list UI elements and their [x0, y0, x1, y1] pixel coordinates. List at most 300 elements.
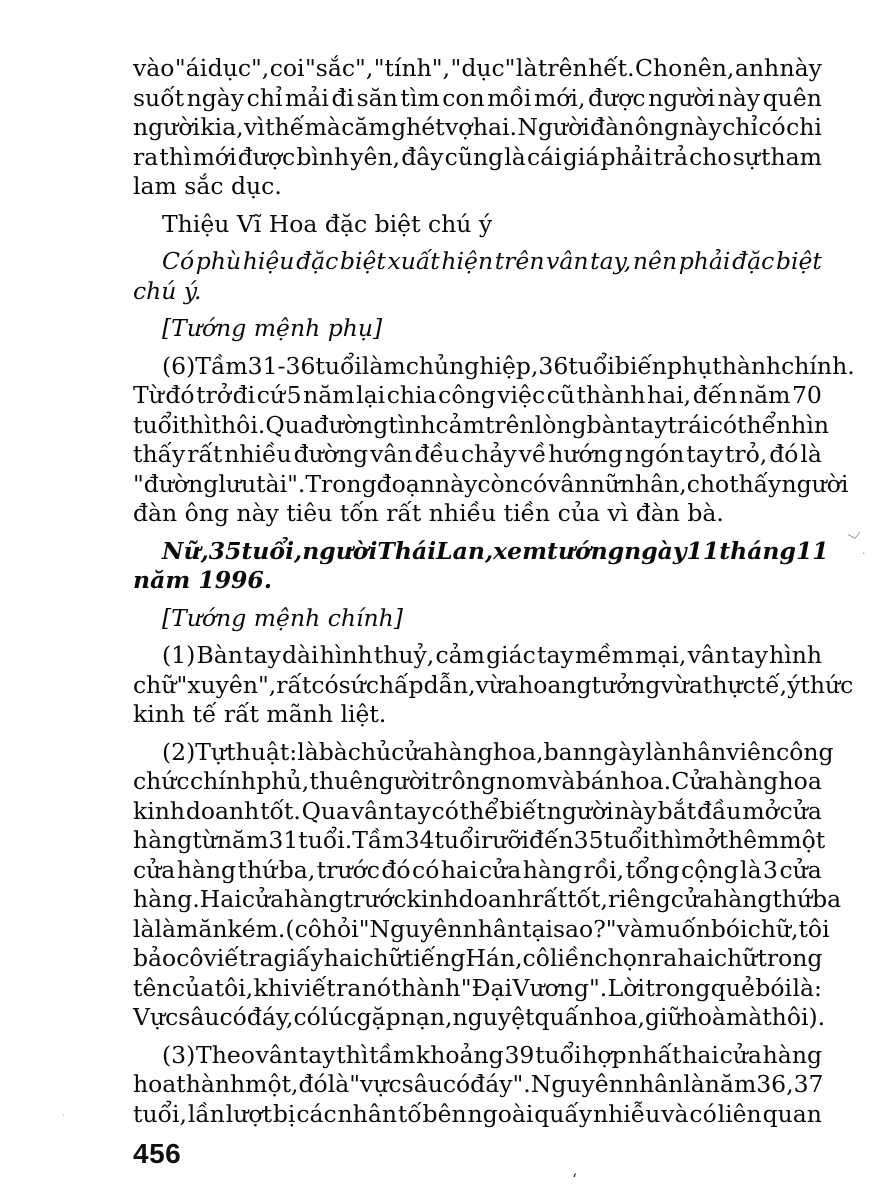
word: là: [327, 1070, 350, 1098]
word: tay: [537, 641, 574, 669]
word: nhất: [627, 1040, 682, 1069]
word: Tầm: [352, 826, 405, 854]
word: viên: [726, 737, 777, 766]
word: nó: [361, 973, 392, 1002]
word: chức: [133, 767, 190, 795]
word: là: [683, 1070, 705, 1098]
word: bên: [422, 1099, 467, 1128]
stray-mark: ﹀: [847, 531, 864, 550]
word: cảm: [435, 410, 485, 439]
word: bán: [575, 767, 620, 795]
text-block: [133, 54, 855, 1129]
word: ăn: [198, 914, 228, 943]
word: coi: [269, 54, 305, 82]
word: Qua: [265, 410, 314, 439]
word: thể: [737, 410, 777, 439]
word: thì: [336, 1040, 369, 1069]
word: hàng: [762, 1040, 822, 1069]
word: quên: [762, 83, 822, 112]
word: là: [800, 440, 822, 468]
word: tay: [394, 796, 431, 825]
word: hàng: [522, 855, 583, 884]
word: ra: [133, 142, 159, 171]
text-line: [133, 641, 822, 671]
word: đây: [401, 142, 444, 171]
word: tuổi: [603, 826, 651, 854]
word: vân: [687, 641, 730, 669]
word: thể: [459, 796, 499, 825]
word: đó: [165, 381, 195, 409]
word: tay: [298, 1040, 336, 1069]
word: ngón: [624, 440, 685, 468]
word: thì: [650, 826, 683, 854]
paragraph: [133, 210, 822, 240]
word: hoà: [682, 1003, 726, 1031]
word: có: [293, 1003, 321, 1031]
word: là:: [792, 973, 822, 1002]
text-line: [133, 54, 822, 84]
word: mại,: [635, 641, 687, 669]
word: thôi).: [762, 1003, 826, 1031]
word: quẻ: [710, 973, 755, 1002]
word: Nguyên: [530, 1070, 624, 1098]
word: cho: [689, 142, 732, 171]
text-line: đàn ông này tiêu tốn rất nhiều tiền của vì đàn bà.: [133, 499, 724, 527]
word: quấy: [534, 1099, 593, 1128]
word: Tự: [195, 737, 227, 766]
word: sức: [338, 670, 379, 699]
word: tìm: [400, 83, 440, 112]
text-line: kinh tế rất mãnh liệt.: [133, 700, 387, 728]
word: tuổi,: [133, 1099, 187, 1128]
word: kia,: [200, 113, 244, 141]
text-line: [133, 974, 822, 1004]
word: này: [779, 54, 822, 82]
word: hàng: [133, 826, 193, 854]
word: vân: [547, 469, 590, 498]
word: đầu: [696, 796, 742, 825]
word: (cô: [285, 914, 322, 943]
word: yên,: [350, 142, 401, 171]
word: vì: [243, 113, 265, 141]
word: "Đại: [460, 973, 513, 1002]
word: kinh: [406, 885, 459, 913]
word: mà: [725, 1003, 763, 1031]
word: thuỷ,: [373, 641, 435, 669]
word: cửa: [670, 885, 714, 913]
word: năm: [216, 826, 269, 854]
word: viết: [203, 944, 249, 972]
word: cô: [176, 944, 204, 972]
word: chảy: [461, 440, 517, 468]
word: cửa: [391, 737, 434, 766]
word: biệt: [339, 247, 386, 275]
word: "dục": [450, 54, 516, 82]
word: hiệu: [242, 247, 295, 275]
word: đến: [529, 826, 574, 854]
text-line: [133, 469, 849, 500]
word: tay: [686, 440, 723, 468]
word: ra: [652, 944, 678, 972]
word: 36: [538, 351, 569, 380]
word: chọn: [594, 944, 653, 972]
text-line: [133, 944, 822, 974]
text-line: [133, 440, 822, 470]
word: làm: [154, 914, 199, 943]
text-line: [133, 143, 822, 173]
word: mới,: [534, 83, 586, 112]
word: cho: [686, 469, 730, 498]
word: đó: [381, 855, 411, 884]
word: anh: [734, 54, 780, 82]
word: 35: [208, 536, 242, 565]
word: tay: [630, 410, 668, 439]
word: lần: [187, 1099, 225, 1128]
word: có: [311, 670, 339, 699]
word: Cửa: [671, 767, 719, 795]
word: nguyệt: [452, 1003, 535, 1031]
word: giữ: [644, 1003, 683, 1031]
word: "tính",: [373, 54, 451, 82]
word: Thái: [377, 536, 437, 565]
word: hàng.: [133, 885, 200, 913]
word: có: [412, 855, 440, 884]
word: 31: [268, 826, 299, 854]
word: Vực: [133, 1003, 179, 1031]
word: tại: [522, 914, 553, 943]
word: người: [363, 767, 431, 795]
word: thứ: [237, 855, 278, 884]
word: được: [237, 142, 296, 171]
paragraph: [133, 351, 855, 529]
word: 11: [686, 536, 720, 565]
word: 39: [504, 1040, 535, 1069]
word: là: [297, 737, 319, 766]
word: (1): [162, 641, 196, 669]
word: nên,: [682, 54, 735, 82]
word: sự: [732, 142, 760, 171]
text-line: [133, 410, 829, 441]
word: bàn: [586, 410, 631, 439]
word: rất: [532, 885, 568, 913]
word: chi: [786, 113, 822, 141]
text-line: [133, 885, 842, 915]
word: xem: [493, 536, 547, 565]
text-line: [133, 113, 822, 143]
word: ý: [787, 670, 801, 699]
word: cửa: [779, 796, 822, 825]
word: ngày: [624, 536, 687, 565]
word: tình: [388, 410, 436, 439]
text-line: [133, 767, 822, 797]
word: năm: [738, 381, 791, 409]
word: căm: [341, 113, 391, 141]
word: hai: [440, 855, 478, 884]
word: nhìn: [776, 410, 829, 439]
paragraph: [133, 737, 842, 1033]
word: một,: [245, 1070, 299, 1098]
word: liên: [717, 1099, 762, 1128]
word: cửa: [478, 855, 522, 884]
word: kinh: [133, 796, 186, 825]
word: thì: [179, 410, 212, 439]
word: hàng: [433, 737, 493, 766]
word: hình: [319, 641, 373, 669]
word: thành: [576, 381, 646, 409]
word: và: [616, 914, 644, 943]
word: Từ: [133, 381, 164, 409]
word: hàng: [176, 855, 237, 884]
word: từ: [192, 826, 217, 854]
word: mở: [682, 826, 719, 854]
word: công: [438, 381, 496, 409]
word: tướng: [547, 536, 625, 565]
word: về: [518, 440, 547, 468]
word: lòng: [534, 410, 587, 439]
word: doanh: [458, 885, 533, 913]
word: 3: [763, 855, 778, 884]
word: thức: [800, 670, 854, 699]
word: hợp: [582, 1040, 627, 1069]
word: Vương".: [512, 973, 608, 1002]
word: và: [661, 1099, 689, 1128]
word: Qua: [301, 796, 351, 825]
word: hoa: [133, 1070, 177, 1098]
word: cũ: [546, 381, 575, 409]
word: đi: [331, 83, 354, 112]
word: Lời: [607, 973, 645, 1002]
word: bà: [318, 737, 348, 766]
word: đó: [769, 440, 799, 468]
word: ra: [248, 944, 274, 972]
word: chữ: [360, 944, 404, 972]
word: Theo: [196, 1040, 255, 1069]
word: cảm: [435, 641, 485, 669]
word: tuổi,: [241, 536, 303, 565]
word: hai: [323, 944, 361, 972]
word: riêng: [607, 885, 671, 913]
word: cô: [522, 944, 550, 972]
word: khoảng: [415, 1040, 504, 1069]
text-line: [133, 1100, 822, 1130]
word: nhân: [337, 1099, 397, 1128]
word: "ái: [174, 54, 208, 82]
word: 34: [404, 826, 435, 854]
word: thực: [702, 670, 756, 699]
word: Lan,: [436, 536, 494, 565]
word: phù: [195, 247, 242, 275]
word: vân: [370, 440, 413, 468]
word: trái: [667, 410, 710, 439]
word: đường: [293, 440, 369, 468]
word: là: [645, 737, 667, 766]
word: chủ: [405, 351, 450, 380]
word: giá: [562, 142, 600, 171]
word: hoa,: [594, 1003, 645, 1031]
word: tốt,: [567, 885, 608, 913]
word: bói: [710, 914, 748, 943]
word: phủ,: [256, 767, 310, 795]
word: ban: [543, 737, 588, 766]
word: "Nguyên: [358, 914, 463, 943]
word: người: [546, 796, 614, 825]
word: doanh: [185, 796, 260, 825]
word: tay,: [590, 247, 632, 275]
word: thì: [159, 142, 192, 171]
word: mở: [742, 796, 779, 825]
text-line: [Tướng mệnh phụ]: [162, 314, 383, 342]
text-line: chú ý.: [133, 276, 202, 305]
word: chính.: [781, 351, 855, 380]
text-line: [133, 351, 855, 382]
word: Cho: [635, 54, 683, 82]
word: mềm: [574, 641, 634, 669]
word: nhiều: [224, 440, 292, 468]
word: là: [515, 54, 538, 82]
word: tham: [761, 142, 822, 171]
word: này: [679, 113, 722, 141]
word: năm: [303, 381, 355, 409]
word: Hai: [199, 885, 242, 913]
word: cộng: [681, 855, 739, 884]
word: cửa: [241, 885, 285, 913]
word: đặc: [296, 247, 339, 275]
word: nhân,: [619, 469, 687, 498]
word: thành: [391, 973, 461, 1002]
word: cửa: [719, 1040, 762, 1069]
word: trước: [316, 855, 380, 884]
word: thành: [712, 351, 782, 380]
word: rất: [187, 440, 223, 468]
word: hết.: [588, 54, 635, 82]
word: dục",: [207, 54, 270, 82]
text-line: năm 1996.: [133, 566, 272, 594]
word: chính: [189, 767, 257, 795]
text-line: [133, 737, 834, 768]
word: chỉ: [722, 113, 758, 141]
word: (2): [162, 737, 196, 766]
word: tốt.: [260, 796, 301, 825]
word: chủ: [347, 737, 392, 766]
word: xuất: [387, 247, 440, 275]
text-line: [133, 1041, 822, 1071]
word: lại: [356, 381, 386, 409]
word: các: [296, 1099, 337, 1128]
text-line: [133, 381, 822, 411]
stray-mark: ʻ: [572, 1170, 578, 1189]
word: đường: [313, 410, 389, 439]
text-line: [133, 797, 822, 827]
word: ngoài: [467, 1099, 534, 1128]
text-line: [133, 536, 829, 567]
word: vừa: [660, 670, 703, 699]
word: hai: [677, 944, 714, 972]
word: Trong: [305, 469, 377, 498]
word: tên: [133, 973, 172, 1002]
word: khi: [253, 973, 291, 1002]
word: thuật:: [226, 737, 298, 766]
word: tháng: [719, 536, 796, 565]
paragraph: [133, 641, 854, 730]
word: hai: [682, 1040, 719, 1069]
word: hướng: [548, 440, 623, 468]
word: trở: [196, 381, 231, 409]
word: Tầm: [195, 351, 248, 380]
word: hàng: [713, 885, 773, 913]
word: trông: [430, 767, 496, 795]
word: thuê: [309, 767, 364, 795]
word: năm: [704, 1070, 757, 1098]
word: nghiệp,: [449, 351, 539, 380]
word: Có: [162, 247, 195, 275]
word: nom: [496, 767, 548, 795]
paragraph: [133, 314, 822, 344]
word: tuổi: [434, 826, 481, 854]
word: giác: [486, 641, 536, 669]
word: dài: [281, 641, 319, 669]
word: giấy: [273, 944, 324, 972]
word: ba,: [278, 855, 316, 884]
word: đoạn: [376, 469, 435, 498]
word: "sắc",: [304, 54, 374, 82]
word: vừa: [475, 670, 519, 699]
paragraph: [133, 54, 822, 202]
word: bắt: [657, 796, 697, 825]
word: tuổi: [535, 1040, 582, 1069]
word: trong: [757, 944, 823, 972]
word: người: [302, 536, 378, 565]
word: tiếng: [403, 944, 466, 972]
word: thứ: [772, 885, 813, 913]
word: ba: [812, 885, 842, 913]
word: trước: [343, 885, 407, 913]
word: suốt: [133, 83, 185, 112]
word: Bàn: [196, 641, 243, 669]
word: việc: [497, 381, 546, 409]
word: có: [758, 113, 786, 141]
word: tổng: [625, 855, 680, 884]
word: săn: [356, 83, 398, 112]
word: trong: [645, 973, 711, 1002]
text-line: [133, 1003, 826, 1033]
word: viết: [290, 973, 336, 1002]
word: đều: [414, 440, 460, 468]
paragraph: [133, 536, 829, 596]
word: rưỡi: [480, 826, 530, 854]
word: hoa,: [492, 737, 544, 766]
word: trên: [494, 247, 545, 275]
word: có: [431, 796, 459, 825]
text-line: [133, 84, 822, 114]
word: có: [442, 1070, 471, 1098]
word: 36,: [756, 1070, 794, 1098]
word: cũng: [444, 142, 504, 171]
paragraph: [133, 1041, 822, 1130]
word: tài".: [256, 469, 306, 498]
word: hoang: [518, 670, 592, 699]
word: gặp: [356, 1003, 401, 1031]
word: "xuyên",: [176, 670, 277, 699]
word: bị: [272, 1099, 296, 1128]
word: đến: [692, 381, 738, 409]
word: 70: [791, 381, 822, 409]
word: bảo: [133, 944, 177, 972]
word: ngày: [587, 737, 646, 766]
word: vân: [546, 247, 589, 275]
word: này: [614, 796, 657, 825]
word: rồi,: [583, 855, 625, 884]
text-line: lam sắc dục.: [133, 172, 282, 200]
